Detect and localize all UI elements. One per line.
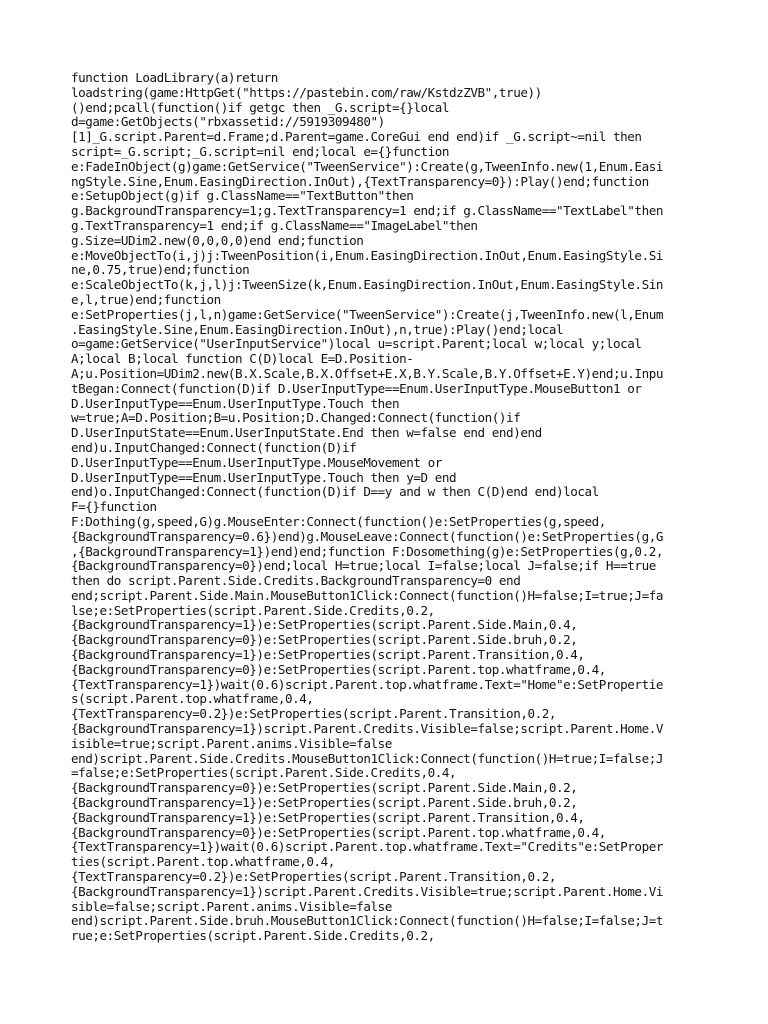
code-line: =false;e:SetProperties(script.Parent.Side.Credits,0.4, xyxy=(71,765,457,781)
code-line: g.BackgroundTransparency=1;g.TextTransparency=1 end;if g.ClassName=="TextLabel"then xyxy=(71,203,663,219)
code-line: e:MoveObjectTo(i,j)j:TweenPosition(i,Enum.EasingDirection.InOut,Enum.EasingStyle.Si xyxy=(71,247,663,263)
code-line: {BackgroundTransparency=0.6})end)g.MouseLeave:Connect(function()e:SetProperties(g,G xyxy=(71,528,663,544)
code-line: {BackgroundTransparency=1})script.Parent.Credits.Visible=true;script.Parent.Home.Vi xyxy=(71,883,663,899)
code-line: {BackgroundTransparency=0})end;local H=true;local I=false;local J=false;if H==true xyxy=(71,558,656,574)
code-line: ngStyle.Sine,Enum.EasingDirection.InOut),{TextTransparency=0}):Play()end;function xyxy=(71,173,649,189)
code-line: {BackgroundTransparency=0})e:SetProperties(script.Parent.top.whatframe,0.4, xyxy=(71,824,606,840)
code-line: ties(script.Parent.top.whatframe,0.4, xyxy=(71,854,335,870)
code-line: {BackgroundTransparency=1})e:SetProperties(script.Parent.Transition,0.4, xyxy=(71,809,585,825)
code-line: e:FadeInObject(g)game:GetService("TweenService"):Create(g,TweenInfo.new(1,Enum.Easi xyxy=(71,158,663,174)
code-line: {BackgroundTransparency=1})e:SetProperties(script.Parent.Transition,0.4, xyxy=(71,647,585,663)
code-line: {TextTransparency=0.2})e:SetProperties(script.Parent.Transition,0.2, xyxy=(71,869,556,885)
code-line: {TextTransparency=1})wait(0.6)script.Parent.top.whatframe.Text="Home"e:SetPropertie xyxy=(71,676,663,692)
code-line: D.UserInputType==Enum.UserInputType.Touch then y=D end xyxy=(71,469,457,485)
code-line: then do script.Parent.Side.Credits.BackgroundTransparency=0 end xyxy=(71,573,521,589)
code-line: end)script.Parent.Side.bruh.MouseButton1Click:Connect(function()H=false;I=false;J=t xyxy=(71,913,663,929)
code-line: {BackgroundTransparency=1})script.Parent.Credits.Visible=false;script.Parent.Home.V xyxy=(71,721,663,737)
code-line: function LoadLibrary(a)return xyxy=(71,70,278,85)
code-line: [1]_G.script.Parent=d.Frame;d.Parent=game.CoreGui end end)if _G.script~=nil then xyxy=(71,129,642,145)
code-line: lse;e:SetProperties(script.Parent.Side.Credits,0.2, xyxy=(71,602,435,618)
code-line: A;local B;local function C(D)local E=D.Position- xyxy=(71,351,414,367)
code-line: D.UserInputState==Enum.UserInputState.End then w=false end end)end xyxy=(71,425,542,441)
code-line: {TextTransparency=0.2})e:SetProperties(script.Parent.Transition,0.2, xyxy=(71,706,556,722)
code-line: loadstring(game:HttpGet("https://pastebin.com/raw/KstdzZVB",true)) xyxy=(71,84,542,100)
code-line: d=game:GetObjects("rbxassetid://5919309480") xyxy=(71,114,385,130)
code-line: sible=false;script.Parent.anims.Visible=false xyxy=(71,898,392,914)
code-line: end)u.InputChanged:Connect(function(D)if xyxy=(71,439,357,455)
code-line: script=_G.script;_G.script=nil end;local e={}function xyxy=(71,143,450,159)
code-line: end)script.Parent.Side.Credits.MouseButton1Click:Connect(function()H=true;I=false;J xyxy=(71,750,663,766)
code-line: ()end;pcall(function()if getgc then _G.script={}local xyxy=(71,99,450,115)
code-line: rue;e:SetProperties(script.Parent.Side.Credits,0.2, xyxy=(71,928,435,944)
code-line: e,l,true)end;function xyxy=(71,291,221,307)
code-line: {TextTransparency=1})wait(0.6)script.Parent.top.whatframe.Text="Credits"e:SetProper xyxy=(71,839,663,855)
code-line: e:SetupObject(g)if g.ClassName=="TextButton"then xyxy=(71,188,414,204)
code-line: ,{BackgroundTransparency=1})end)end;function F:Dosomething(g)e:SetProperties(g,0.2, xyxy=(71,543,663,559)
code-line: A;u.Position=UDim2.new(B.X.Scale,B.X.Offset+E.X,B.Y.Scale,B.Y.Offset+E.Y)end;u.Inpu xyxy=(71,365,663,381)
code-line: o=game:GetService("UserInputService")local u=script.Parent;local w;local y;local xyxy=(71,336,642,352)
code-line: {BackgroundTransparency=0})e:SetProperties(script.Parent.top.whatframe,0.4, xyxy=(71,661,606,677)
code-line: tBegan:Connect(function(D)if D.UserInputType==Enum.UserInputType.MouseButton1 or xyxy=(71,380,642,396)
code-line: F={}function xyxy=(71,499,157,515)
code-line: e:ScaleObjectTo(k,j,l)j:TweenSize(k,Enum.EasingDirection.InOut,Enum.EasingStyle.Sin xyxy=(71,277,663,293)
code-line: {BackgroundTransparency=1})e:SetProperties(script.Parent.Side.Main,0.4, xyxy=(71,617,578,633)
code-line: ne,0.75,true)end;function xyxy=(71,262,250,278)
code-line: {BackgroundTransparency=0})e:SetProperties(script.Parent.Side.bruh,0.2, xyxy=(71,632,578,648)
code-line: {BackgroundTransparency=1})e:SetProperties(script.Parent.Side.bruh,0.2, xyxy=(71,795,578,811)
code-line: end)o.InputChanged:Connect(function(D)if D==y and w then C(D)end end)local xyxy=(71,484,599,500)
code-line: .EasingStyle.Sine,Enum.EasingDirection.InOut),n,true):Play()end;local xyxy=(71,321,564,337)
code-line: g.TextTransparency=1 end;if g.ClassName=="ImageLabel"then xyxy=(71,217,478,233)
code-line: s(script.Parent.top.whatframe,0.4, xyxy=(71,691,314,707)
code-line: e:SetProperties(j,l,n)game:GetService("TweenService"):Create(j,TweenInfo.new(l,Enum xyxy=(71,306,663,322)
code-line: D.UserInputType==Enum.UserInputType.MouseMovement or xyxy=(71,454,442,470)
code-line: {BackgroundTransparency=0})e:SetProperties(script.Parent.Side.Main,0.2, xyxy=(71,780,578,796)
code-line: D.UserInputType==Enum.UserInputType.Touch then xyxy=(71,395,400,411)
code-line: w=true;A=D.Position;B=u.Position;D.Changed:Connect(function()if xyxy=(71,410,521,426)
code-line: isible=true;script.Parent.anims.Visible=false xyxy=(71,735,392,751)
code-text-block xyxy=(71,71,701,944)
code-line: g.Size=UDim2.new(0,0,0,0)end end;function xyxy=(71,232,364,248)
code-line: end;script.Parent.Side.Main.MouseButton1Click:Connect(function()H=false;I=true;J=fa xyxy=(71,587,663,603)
code-line: F:Dothing(g,speed,G)g.MouseEnter:Connect(function()e:SetProperties(g,speed, xyxy=(71,513,606,529)
